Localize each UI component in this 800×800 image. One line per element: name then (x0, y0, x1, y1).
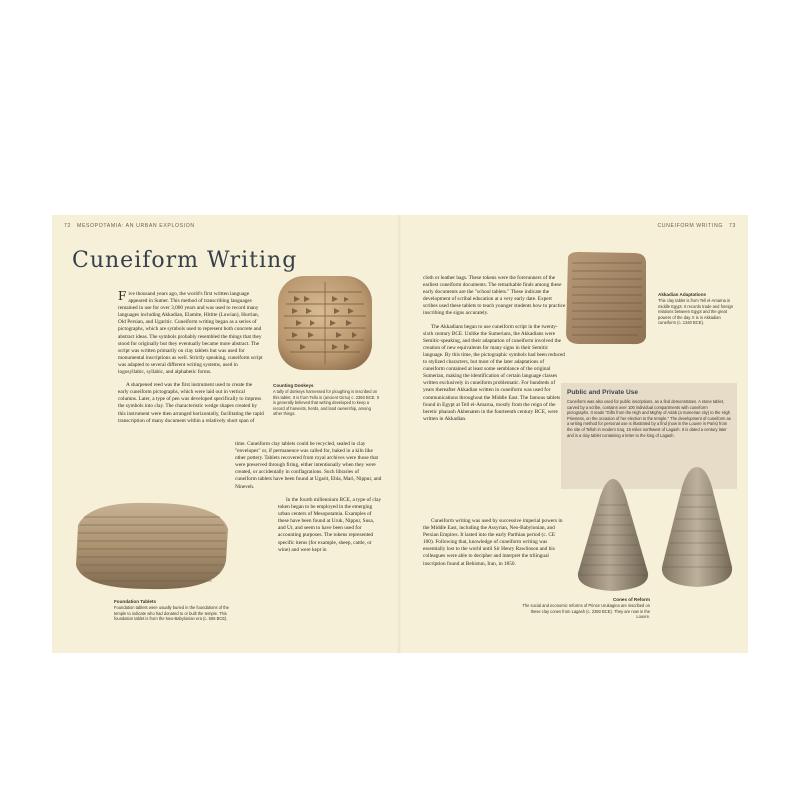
counting-donkeys-tablet-photo (272, 270, 378, 376)
akkadian-adaptations-caption-text: This clay tablet is from Tell el-Amarna in middle Egypt. It records trade and foreign relations between Egypt and the great powers of the day. It is in Akkadian cuneiform (c. 1340 BCE). (658, 298, 734, 326)
right-paragraph-2: The Akkadians began to use cuneiform script in the twenty-sixth century BCE. Unlike the Sumerians, the Akkadians were Semitic-speaking, and their adaptation of cuneiform involved the creation of new equivalents for many signs in their Semitic language. By this time, the pictographic symbols had been reduced to stylized characters, but most of the later adaptations of cuneiform contained at least some semblance of the original Sumerian, making the identification of certain language classes written exclusively in cuneiform problematic. For hundreds of years thereafter Akkadian written in cuneiform was used for communications throughout the Middle East. The famous tablets found in Egypt at Tell el-Amarna, mostly from the reign of the heretic pharaoh Akhenaten in the fourteenth century BCE, were written in Akkadian. (423, 323, 565, 422)
right-column-2-text (423, 518, 566, 574)
left-column-text (118, 291, 264, 431)
akkadian-adaptations-caption (658, 292, 736, 325)
page-title: Cuneiform Writing (72, 248, 298, 273)
left-column-2-text (235, 441, 382, 497)
sidebar-text: Cuneiform was also used for public inscriptions, as a find demonstrates. A stone tablet, carved by a scribe, contains over 100 individual compartments with cuneiform pictographs. It reads "Gifts from the High and Mighty of Adab (a Sumerian city) to the High Priestess, on the occasion of her election to the temple." The development of cuneiform as a writing method for personal use is illustrated by a find (now in the Louvre in Paris) from the site of Telloh in modern Iraq, 15 miles northwest of Lagash. It is dated a century later and is a clay tablet containing a letter to the king of Lagash. (567, 399, 731, 438)
right-paragraph-3: Cuneiform writing was used by successive imperial powers in the Middle East, including the Assyrian, Neo-Babylonian, and Persian Empires. It lasted into the early Parthian period (c. CE 100). Following that, knowledge of cuneiform writing was essentially lost to the world until Sir Henry Rawlinson and his colleagues were able to decipher and interpret the trilingual inscription found at Behistun, Iran, in 1850. (423, 518, 563, 567)
left-col2-paragraph-1: time. Cuneiform clay tablets could be recycled, sealed in clay "envelopes" or, if permanence was called for, baked in a kiln like other pottery. Tablets recovered from royal archives were those that were preserved through firing, either intentionally when they were created, or accidentally in conflagrations. Such libraries of cuneiform tablets have been found at Ugarit, Ebla, Mari, Nippur, and Nineveh. (235, 441, 382, 490)
clay-cone-left-photo (572, 475, 654, 595)
foundation-tablets-caption (114, 599, 234, 622)
left-paragraph-1 (118, 291, 264, 376)
left-paragraph-1-text: ive thousand years ago, the world's first written language appeared in Sumer. This method of transcribing languages remained in use for over 3,000 years and was used to record many languages including Akkadian, Elamite, Hittite (Luwian), Hurrian, Old Persian, and Ugaritic. Cuneiform writing began as a series of pictographs, which are symbols used to represent both concrete and abstract ideas. The symbols probably resembled the things that they stood for originally but they eventually became more abstract. The script was written primarily on clay tablets but was used for monumental inscriptions as well. Strictly speaking, cuneiform script was adapted to several different writing systems, used in logosyllabic, syllabic, and alphabetic forms. (118, 291, 263, 376)
right-page-number: 73 (729, 223, 736, 229)
sidebar-heading: Public and Private Use (567, 389, 639, 396)
akkadian-tablet-photo (562, 249, 650, 347)
right-running-head-text: CUNEIFORM WRITING (657, 223, 723, 229)
left-page-number: 72 (64, 223, 71, 229)
foundation-tablets-caption-title: Foundation Tablets (114, 599, 157, 604)
right-column-text (423, 275, 566, 429)
clay-cone-right-photo (656, 463, 738, 591)
drop-cap: F (118, 289, 127, 303)
cones-of-reform-caption (518, 597, 650, 620)
counting-donkeys-caption-title: Counting Donkeys (273, 383, 314, 388)
counting-donkeys-caption (273, 383, 381, 416)
counting-donkeys-caption-text: A tally of donkeys harnessed for ploughing is inscribed on this tablet. It is from Tello in (ancient Girsu) c. 2360 BCE. It is generally believed that writing developed to keep a record of harvests, herds, and land ownership, among other things. (273, 389, 379, 417)
right-running-head (657, 223, 740, 229)
akkadian-adaptations-caption-title: Akkadian Adaptations (658, 292, 707, 297)
foundation-tablet-photo (70, 495, 232, 595)
left-running-head (60, 223, 195, 229)
page-gutter (398, 215, 404, 653)
left-running-head-text: MESOPOTAMIA: AN URBAN EXPLOSION (77, 223, 195, 229)
right-paragraph-1: cloth or leather bags. These tokens were the forerunners of the earliest cuneiform documents. The remarkable finds among these early documents are the "school tablets." These indicate the development of scribal education at a very early date. Expert scribes used these tablets to teach younger students how to practice inscribing the signs accurately. (423, 275, 566, 317)
book-spread (52, 215, 748, 653)
foundation-tablets-caption-text: Foundation tablets were usually buried in the foundations of the temple to indicate who had donated to or built the temple. This foundation tablet is from the Neo-Babylonian era (c. 555 BCE). (114, 605, 229, 622)
left-paragraph-2: A sharpened reed was the first instrument used to create the early cuneiform pictographs, which were laid out in vertical columns. Later, a type of pen was developed specifically to impress the symbols into clay. The characteristic wedge shapes created by this instrument were then arranged horizontally, facilitating the rapid transcription of many document within a relatively short span of (118, 382, 264, 424)
cones-of-reform-caption-text: The social and economic reforms of Prince Urukagina are inscribed on these clay cones from Lagash (c. 2350 BCE). They are now in the Louvre. (522, 603, 650, 620)
left-column-2b-text (278, 497, 382, 560)
left-col2-paragraph-2: In the fourth millennium BCE, a type of clay token began to be employed in the emerging urban centers of Mesopotamia. Examples of these have been found at Uruk, Nippur, Susa, and Ur, and seem to have been used for accounting purposes. The tokens represented specific items (for example, sheep, cattle, or wine) and were kept in (278, 497, 382, 553)
cones-of-reform-caption-title: Cones of Reform (612, 597, 650, 602)
